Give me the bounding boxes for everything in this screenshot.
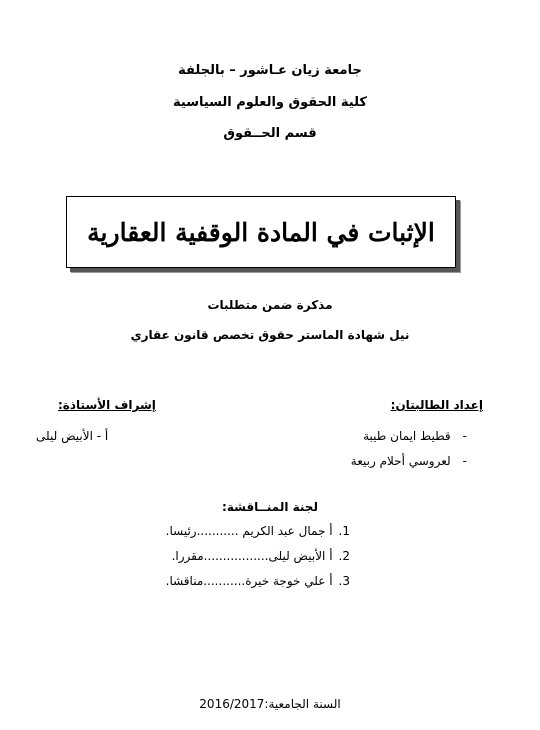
- member-number: 3.: [338, 574, 350, 588]
- prepared-by-label: إعداد الطالبتان:: [390, 398, 483, 412]
- supervisor-name: أ - الأبيض ليلى: [36, 429, 109, 443]
- degree-line: نيل شهادة الماستر حقوق تخصص قانون عقاري: [130, 328, 410, 342]
- student-name: قطيط ايمان طيبة: [363, 429, 451, 443]
- title-box: [66, 196, 456, 268]
- list-dash: -: [462, 429, 467, 443]
- committee-member: [166, 522, 350, 540]
- faculty-name: كلية الحقوق والعلوم السياسية: [173, 95, 367, 110]
- committee-member: [166, 572, 350, 590]
- member-number: 1.: [338, 524, 350, 538]
- university-name: جامعة زيان عـاشور – بالجلفة: [178, 63, 362, 78]
- committee-title: لجنة المنــاقشة:: [222, 500, 318, 514]
- supervision-label: إشراف الأستاذة:: [58, 398, 156, 412]
- member-text: أ جمال عبد الكريم ...........رئيسا.: [165, 524, 333, 538]
- member-text: أ علي خوجة خيرة...........مناقشا.: [165, 574, 333, 588]
- student-item: [363, 427, 467, 445]
- student-item: [351, 452, 467, 470]
- member-number: 2.: [338, 549, 350, 563]
- list-dash: -: [462, 454, 467, 468]
- member-text: أ الأبيض ليلى.................مقررا.: [171, 549, 333, 563]
- student-name: لعروسي أحلام ربيعة: [350, 454, 451, 468]
- department-name: قسم الحــقوق: [223, 126, 317, 141]
- committee-member: [172, 547, 350, 565]
- academic-year: السنة الجامعية:2016/2017: [199, 697, 341, 711]
- thesis-title: الإثبات في المادة الوقفية العقارية: [87, 217, 435, 247]
- memo-line: مذكرة ضمن متطلبات: [207, 298, 333, 312]
